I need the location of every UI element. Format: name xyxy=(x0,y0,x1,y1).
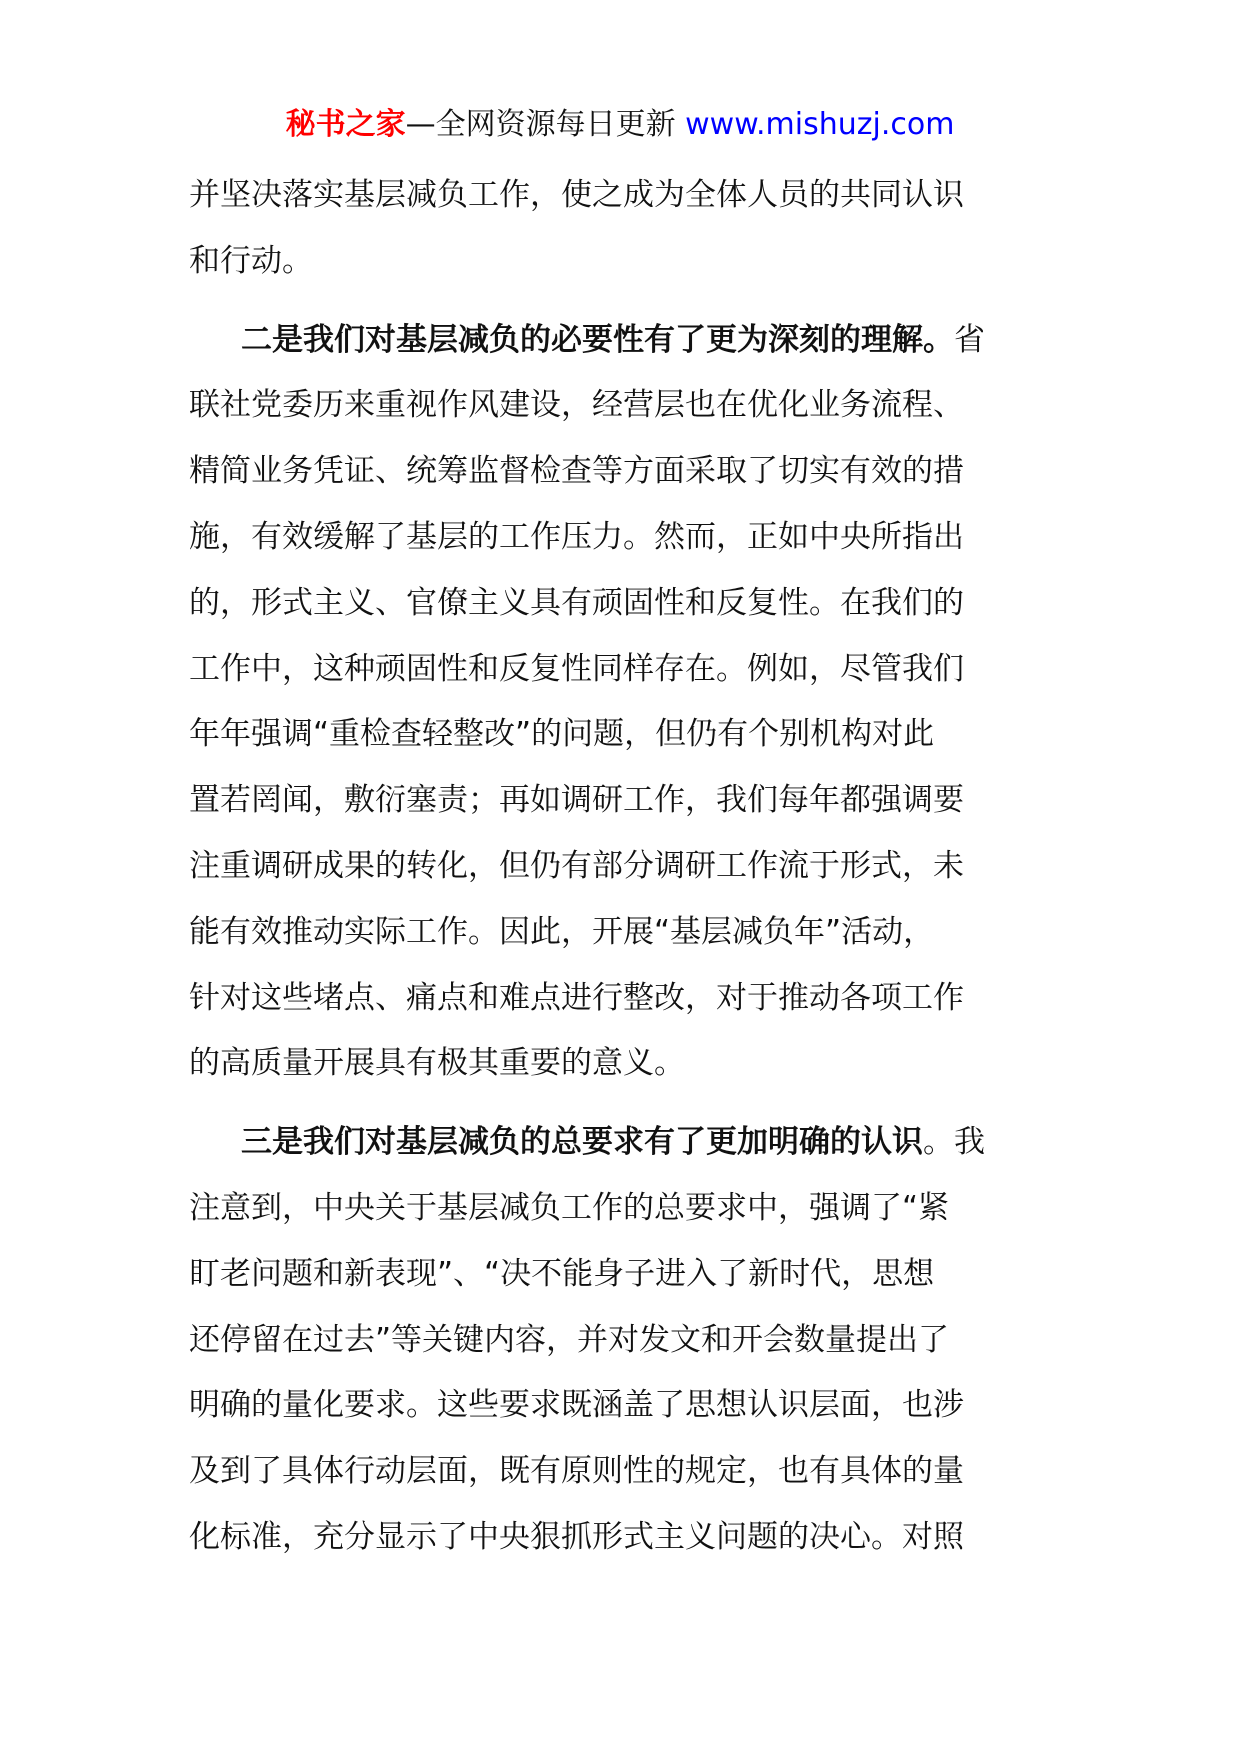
text-line: 的，形式主义、官僚主义具有顽固性和反复性。在我们的 xyxy=(189,584,964,621)
point-three-heading: 三是我们对基层减负的总要求有了更加明确的认识 xyxy=(241,1124,923,1161)
text-line: 年年强调“重检查轻整改”的问题，但仍有个别机构对此 xyxy=(189,716,935,753)
text-line: 置若罔闻，敷衍塞责；再如调研工作，我们每年都强调要 xyxy=(189,782,964,819)
text-line: 注重调研成果的转化，但仍有部分调研工作流于形式，未 xyxy=(189,847,964,884)
text-line: 和行动。 xyxy=(189,242,313,279)
text-line: 针对这些堵点、痛点和难点进行整改，对于推动各项工作 xyxy=(189,979,964,1016)
text-line: 及到了具体行动层面，既有原则性的规定，也有具体的量 xyxy=(189,1453,964,1490)
paragraph-point-three xyxy=(189,1110,1069,1571)
text-line: 工作中，这种顽固性和反复性同样存在。例如，尽管我们 xyxy=(189,650,964,687)
site-header xyxy=(0,100,1240,150)
text-line: 并坚决落实基层减负工作，使之成为全体人员的共同认识 xyxy=(189,177,964,213)
text-line: 能有效推动实际工作。因此，开展“基层减负年”活动， xyxy=(189,913,935,950)
document-body xyxy=(189,163,1069,1571)
text-line: 化标准，充分显示了中央狠抓形式主义问题的决心。对照 xyxy=(189,1518,964,1555)
paragraph-point-two xyxy=(189,308,1069,1098)
text-line: 精简业务凭证、统筹监督检查等方面采取了切实有效的措 xyxy=(189,453,964,490)
text-line: 施，有效缓解了基层的工作压力。然而，正如中央所指出 xyxy=(189,518,964,555)
text-line: 盯老问题和新表现”、“决不能身子进入了新时代，思想 xyxy=(189,1255,935,1292)
first-line xyxy=(189,308,1069,374)
point-two-heading: 二是我们对基层减负的必要性有了更为深刻的理解。 xyxy=(241,321,954,358)
text-line: 明确的量化要求。这些要求既涵盖了思想认识层面，也涉 xyxy=(189,1387,964,1424)
text-line: 注意到，中央关于基层减负工作的总要求中，强调了“紧 xyxy=(189,1189,950,1226)
paragraph-continuation xyxy=(189,163,1069,295)
text-line: 联社党委历来重视作风建设，经营层也在优化业务流程、 xyxy=(189,387,964,424)
text-line: 还停留在过去”等关键内容，并对发文和开会数量提出了 xyxy=(189,1321,950,1358)
first-line xyxy=(189,1110,1069,1176)
first-line-rest: 。我 xyxy=(923,1124,985,1161)
text-line: 的高质量开展具有极其重要的意义。 xyxy=(189,1045,685,1082)
site-url-link[interactable]: www.mishuzj.com xyxy=(685,107,955,142)
header-tagline: —全网资源每日更新 xyxy=(405,107,686,142)
first-line-rest: 省 xyxy=(954,321,985,358)
brand-name: 秘书之家 xyxy=(285,107,406,142)
